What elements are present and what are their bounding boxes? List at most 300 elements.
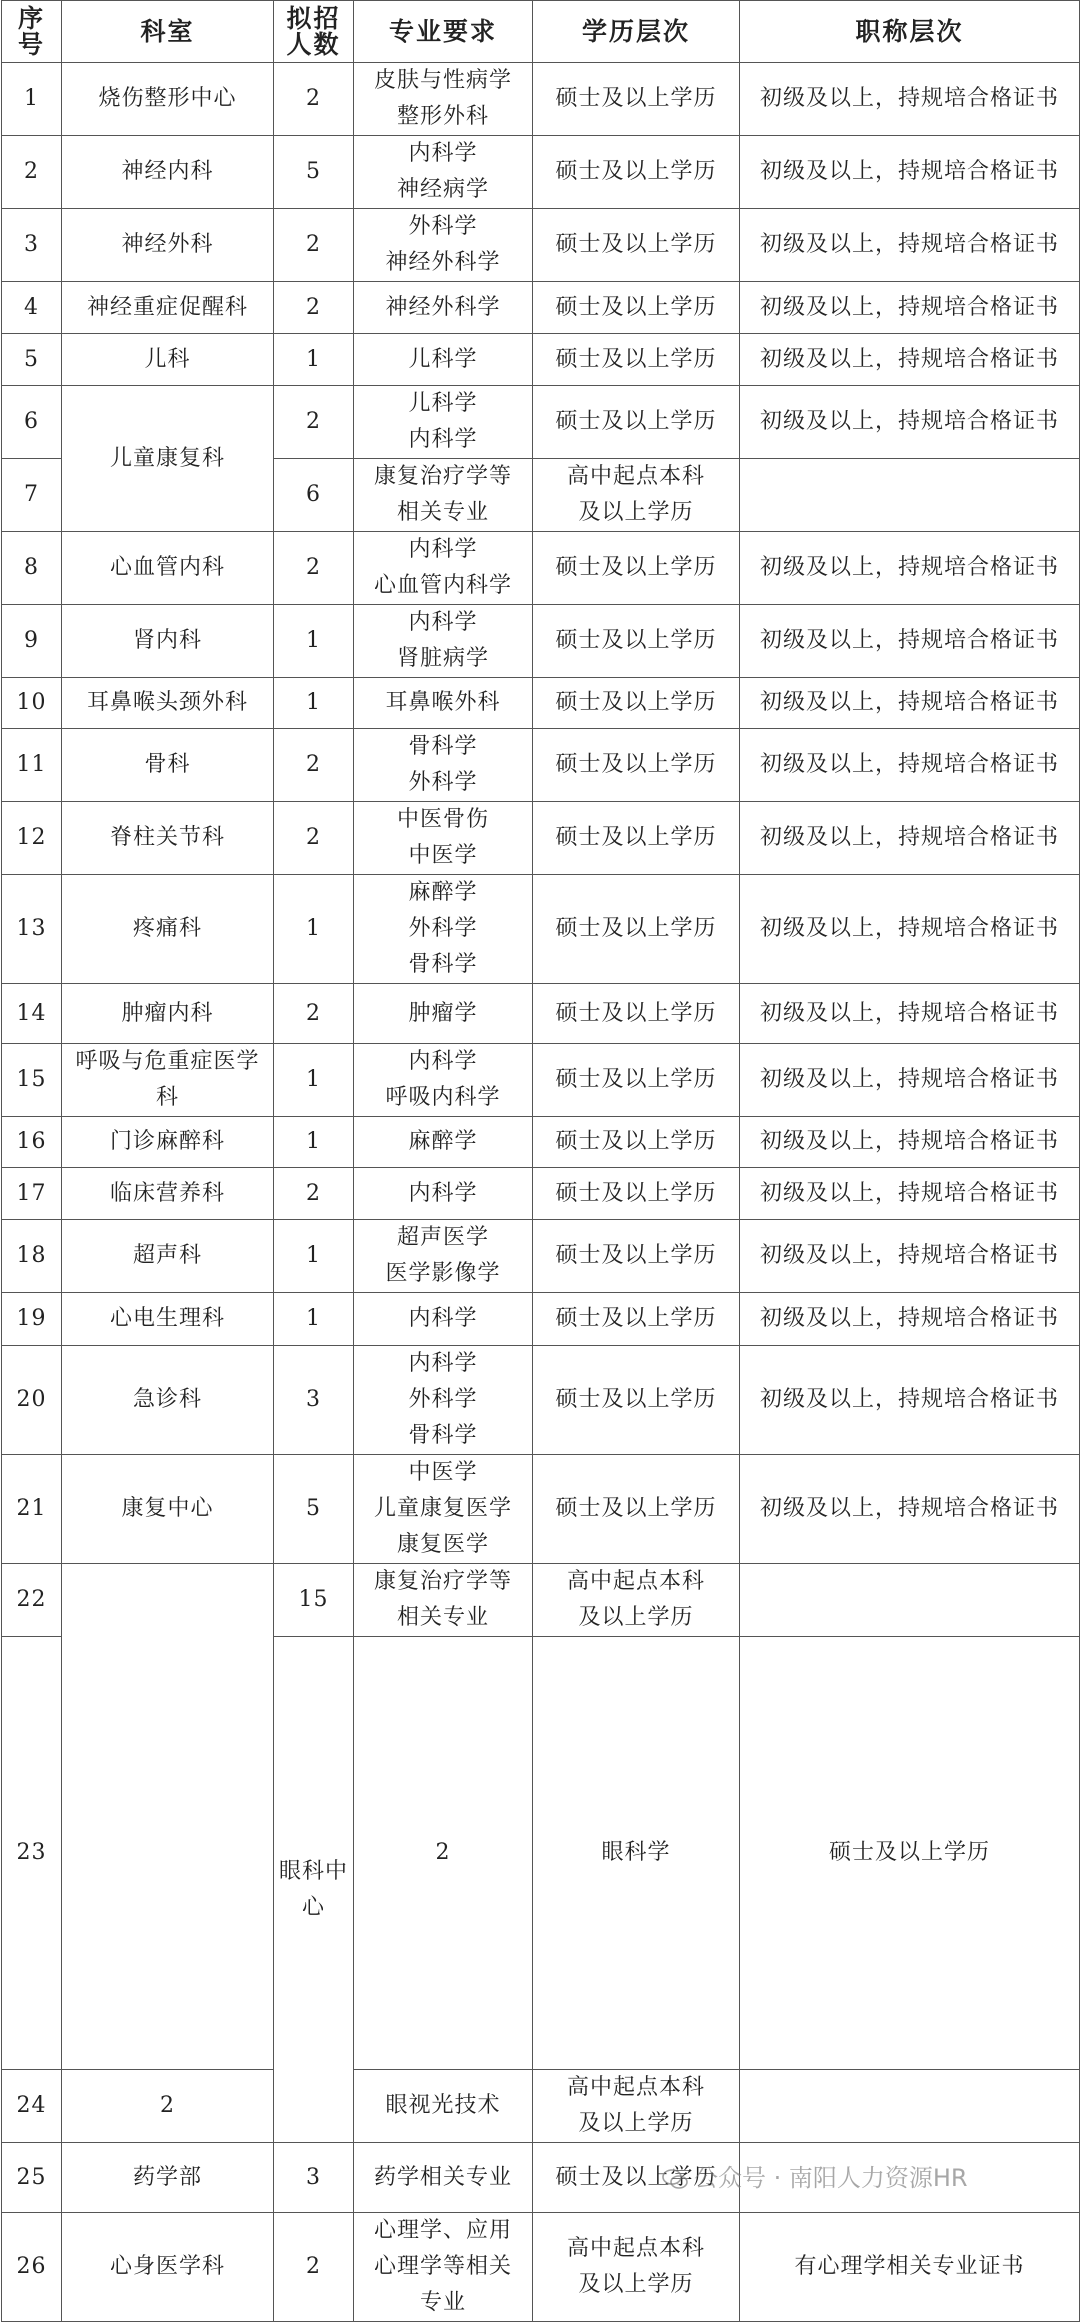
- cell-major: [354, 1044, 533, 1117]
- cell-edu-line: 硕士及以上学历: [555, 1387, 717, 1412]
- cell-no: [2, 2213, 62, 2322]
- cell-edu: [533, 63, 740, 136]
- cell-dept: [62, 386, 274, 532]
- cell-major-line: 皮肤与性病学: [373, 68, 512, 93]
- cell-no-line: 24: [16, 2093, 47, 2118]
- cell-title-line: 初级及以上，持规培合格证书: [759, 232, 1059, 257]
- cell-edu-line: 硕士及以上学历: [555, 628, 717, 653]
- cell-count: [274, 1220, 354, 1293]
- cell-no: [2, 678, 62, 729]
- cell-no-line: 6: [24, 409, 39, 434]
- cell-no-line: 15: [16, 1067, 47, 1092]
- cell-edu-line: 高中起点本科: [566, 464, 705, 489]
- cell-major-line: 心理学等相关: [373, 2254, 512, 2279]
- cell-edu-line: 硕士及以上学历: [555, 409, 717, 434]
- cell-major-line: 耳鼻喉外科: [385, 690, 501, 715]
- cell-major-line: 心理学、应用: [373, 2218, 512, 2243]
- table-row: [2, 63, 1080, 136]
- cell-count-line: 15: [298, 1587, 329, 1612]
- cell-edu-line: 硕士及以上学历: [555, 1129, 717, 1154]
- table-row: [2, 1564, 1080, 1637]
- cell-dept-line: 门诊麻醉科: [109, 1129, 225, 1154]
- cell-no-line: 16: [16, 1129, 47, 1154]
- cell-major-line: 中医学: [408, 843, 478, 868]
- cell-major: [354, 1220, 533, 1293]
- cell-title: [740, 802, 1080, 875]
- cell-major-line: 内科学: [408, 1180, 478, 1206]
- cell-no: [2, 532, 62, 605]
- cell-major: [354, 63, 533, 136]
- cell-title-line: 初级及以上，持规培合格证书: [759, 752, 1059, 777]
- table-row: [2, 1117, 1080, 1168]
- cell-major-line: 内科学: [408, 427, 478, 452]
- cell-count-line: 2: [306, 752, 321, 777]
- cell-edu: [533, 605, 740, 678]
- cell-count: [274, 1346, 354, 1455]
- cell-title-line: 初级及以上，持规培合格证书: [759, 294, 1059, 320]
- cell-no: [2, 1564, 62, 1637]
- cell-title: [740, 334, 1080, 386]
- cell-major-line: 中医学: [408, 1460, 478, 1485]
- cell-count-line: 2: [306, 1000, 321, 1026]
- cell-no: [2, 63, 62, 136]
- cell-major-line: 外科学: [408, 214, 478, 239]
- cell-dept-line: 肾内科: [132, 628, 202, 653]
- cell-major-line: 康复治疗学等: [373, 1569, 512, 1594]
- cell-dept: [62, 1044, 274, 1117]
- cell-edu: [533, 1044, 740, 1117]
- cell-count-line: 2: [306, 409, 321, 434]
- cell-dept-line: 耳鼻喉头颈外科: [86, 690, 248, 715]
- cell-title: [740, 984, 1080, 1044]
- cell-count: [274, 386, 354, 459]
- cell-no-line: 26: [16, 2254, 47, 2279]
- cell-edu: [533, 459, 740, 532]
- cell-edu: [533, 729, 740, 802]
- cell-title-line: 初级及以上，持规培合格证书: [759, 1000, 1059, 1026]
- cell-dept-line: 心身医学科: [109, 2254, 225, 2279]
- header-no: 序号: [2, 1, 62, 63]
- cell-title: [740, 386, 1080, 459]
- cell-edu: [533, 386, 740, 459]
- cell-major: [354, 136, 533, 209]
- cell-major-line: 肾脏病学: [396, 646, 489, 671]
- cell-major: [354, 282, 533, 334]
- cell-edu-line: 硕士及以上学历: [555, 916, 717, 941]
- table-row: [2, 1220, 1080, 1293]
- cell-major-line: 超声医学: [396, 1225, 489, 1250]
- cell-no-line: 10: [16, 690, 47, 715]
- cell-edu: [533, 1346, 740, 1455]
- cell-count-line: 5: [306, 159, 321, 184]
- cell-major: [354, 1455, 533, 1564]
- cell-major: [354, 1346, 533, 1455]
- cell-major-line: 呼吸内科学: [385, 1085, 501, 1110]
- cell-count-line: 1: [306, 1243, 321, 1268]
- cell-edu: [533, 136, 740, 209]
- cell-count-line: 1: [306, 346, 321, 372]
- cell-count-line: 2: [306, 1180, 321, 1206]
- cell-major: [354, 386, 533, 459]
- cell-no: [2, 1346, 62, 1455]
- cell-title-line: 有心理学相关专业证书: [794, 2254, 1025, 2279]
- cell-no: [2, 1293, 62, 1346]
- cell-major-line: 外科学: [408, 770, 478, 795]
- cell-edu: [740, 1637, 1080, 2070]
- cell-no-line: 18: [16, 1243, 47, 1268]
- cell-count-line: 6: [306, 482, 321, 507]
- cell-no: [2, 875, 62, 984]
- cell-major: [354, 802, 533, 875]
- table-row: [2, 605, 1080, 678]
- cell-dept-line: 康复中心: [121, 1496, 214, 1521]
- cell-title: [740, 1346, 1080, 1455]
- cell-title-line: 初级及以上，持规培合格证书: [759, 346, 1059, 372]
- table-row: [2, 532, 1080, 605]
- cell-dept: [62, 605, 274, 678]
- table-row: [2, 984, 1080, 1044]
- cell-major-line: 外科学: [408, 1387, 478, 1412]
- cell-count: [274, 875, 354, 984]
- cell-major-line: 神经外科学: [385, 294, 501, 320]
- cell-major: [354, 1293, 533, 1346]
- cell-no-line: 3: [24, 232, 39, 257]
- table-row: [2, 136, 1080, 209]
- cell-major-line: 医学影像学: [385, 1261, 501, 1286]
- cell-major-line: 眼视光技术: [385, 2093, 501, 2118]
- cell-no-line: 22: [16, 1587, 47, 1612]
- cell-title: [740, 605, 1080, 678]
- cell-dept-line: 烧伤整形中心: [98, 86, 237, 111]
- cell-edu-line: 硕士及以上学历: [555, 752, 717, 777]
- cell-no-line: 20: [16, 1387, 47, 1412]
- cell-dept: [62, 1293, 274, 1346]
- cell-count: [274, 334, 354, 386]
- cell-count-line: 2: [306, 232, 321, 257]
- cell-edu-line: 硕士及以上学历: [555, 690, 717, 715]
- cell-major-line: 儿童康复医学: [373, 1496, 512, 1521]
- cell-title-line: 初级及以上，持规培合格证书: [759, 86, 1059, 111]
- cell-count: [274, 1168, 354, 1220]
- cell-title-line: 初级及以上，持规培合格证书: [759, 555, 1059, 580]
- table-row: [2, 1346, 1080, 1455]
- cell-edu-line: 硕士及以上学历: [555, 159, 717, 184]
- cell-title-line: 初级及以上，持规培合格证书: [759, 159, 1059, 184]
- cell-no-line: 1: [24, 86, 39, 111]
- cell-count: [62, 2070, 274, 2143]
- cell-no: [2, 802, 62, 875]
- cell-title: [740, 1564, 1080, 1637]
- cell-major: [354, 209, 533, 282]
- cell-no: [2, 2143, 62, 2213]
- cell-title-line: 初级及以上，持规培合格证书: [759, 628, 1059, 653]
- table-row: [2, 875, 1080, 984]
- cell-major-line: 内科学: [408, 1351, 478, 1376]
- cell-major: [354, 2070, 533, 2143]
- cell-title: [740, 729, 1080, 802]
- cell-no: [2, 1455, 62, 1564]
- cell-major-line: 神经外科学: [385, 250, 501, 275]
- cell-no-line: 2: [24, 159, 39, 184]
- cell-title-line: 初级及以上，持规培合格证书: [759, 916, 1059, 941]
- watermark: [662, 2158, 968, 2193]
- table-row: [2, 386, 1080, 459]
- cell-no: [2, 984, 62, 1044]
- cell-title: [740, 282, 1080, 334]
- cell-count: [274, 1564, 354, 1637]
- cell-title: [740, 136, 1080, 209]
- cell-count-line: 1: [306, 1067, 321, 1092]
- cell-major: [354, 729, 533, 802]
- cell-count: [274, 63, 354, 136]
- cell-count: [274, 678, 354, 729]
- cell-count-line: 3: [306, 1387, 321, 1412]
- cell-major-line: 儿科学: [408, 391, 478, 416]
- cell-major-line: 肿瘤学: [408, 1000, 478, 1026]
- cell-edu-line: 硕士及以上学历: [555, 86, 717, 111]
- cell-major-line: 内科学: [408, 141, 478, 166]
- cell-count: [274, 605, 354, 678]
- cell-no: [2, 1117, 62, 1168]
- table-row: [2, 802, 1080, 875]
- table-row: [2, 334, 1080, 386]
- cell-major: [354, 1168, 533, 1220]
- cell-title: [740, 1117, 1080, 1168]
- cell-title: [740, 1168, 1080, 1220]
- cell-major-line: 康复医学: [396, 1532, 489, 1557]
- cell-title: [740, 459, 1080, 532]
- header-major: 专业要求: [354, 1, 533, 63]
- cell-edu-line: 高中起点本科: [566, 1569, 705, 1594]
- cell-count: [274, 729, 354, 802]
- cell-edu-line: 高中起点本科: [566, 2075, 705, 2100]
- cell-edu-line: 硕士及以上学历: [555, 1496, 717, 1521]
- cell-major-line: 内科学: [408, 537, 478, 562]
- cell-edu-line: 硕士及以上学历: [828, 1840, 990, 1865]
- cell-no: [2, 334, 62, 386]
- cell-dept: [62, 678, 274, 729]
- cell-dept: [62, 984, 274, 1044]
- cell-count: [274, 1293, 354, 1346]
- cell-no: [2, 1637, 62, 2070]
- cell-dept: [62, 875, 274, 984]
- cell-title: [740, 1293, 1080, 1346]
- cell-count: [274, 802, 354, 875]
- cell-edu-line: 硕士及以上学历: [555, 294, 717, 320]
- cell-dept: [62, 802, 274, 875]
- cell-major: [354, 459, 533, 532]
- cell-dept-line: 疼痛科: [132, 916, 202, 941]
- cell-no: [2, 605, 62, 678]
- cell-count-line: 1: [306, 1129, 321, 1154]
- cell-major: [354, 984, 533, 1044]
- cell-count: [274, 282, 354, 334]
- cell-title-line: 初级及以上，持规培合格证书: [759, 1306, 1059, 1331]
- table-row: [2, 1168, 1080, 1220]
- cell-title: [740, 63, 1080, 136]
- cell-major: [354, 1117, 533, 1168]
- cell-count-line: 5: [306, 1496, 321, 1521]
- cell-major-line: 康复治疗学等: [373, 464, 512, 489]
- cell-edu: [533, 1293, 740, 1346]
- header-title: 职称层次: [740, 1, 1080, 63]
- cell-no-line: 5: [24, 346, 39, 372]
- cell-dept: [62, 2213, 274, 2322]
- cell-no: [2, 459, 62, 532]
- cell-major-line: 神经病学: [396, 177, 489, 202]
- cell-count-line: 1: [306, 1306, 321, 1331]
- cell-dept: [274, 1637, 354, 2143]
- cell-no-line: 13: [16, 916, 47, 941]
- cell-dept: [62, 209, 274, 282]
- cell-count: [274, 459, 354, 532]
- cell-count: [274, 209, 354, 282]
- table-row: [2, 209, 1080, 282]
- cell-dept: [62, 1117, 274, 1168]
- cell-edu-line: 高中起点本科: [566, 2236, 705, 2261]
- cell-count-line: 2: [306, 86, 321, 111]
- table-row: [2, 1293, 1080, 1346]
- cell-dept-line: 心电生理科: [109, 1306, 225, 1331]
- cell-no: [2, 2070, 62, 2143]
- cell-dept-line: 呼吸与危重症医学科: [75, 1049, 260, 1110]
- cell-count: [274, 1455, 354, 1564]
- cell-edu: [533, 1455, 740, 1564]
- cell-edu: [533, 2213, 740, 2322]
- table-header-row: [2, 1, 1080, 63]
- cell-title-line: 初级及以上，持规培合格证书: [759, 409, 1059, 434]
- cell-title: [740, 1220, 1080, 1293]
- cell-title-line: 初级及以上，持规培合格证书: [759, 1387, 1059, 1412]
- cell-major-line: 中医骨伤: [396, 807, 489, 832]
- cell-edu: [533, 1564, 740, 1637]
- cell-dept: [62, 1564, 274, 2070]
- cell-count-line: 3: [306, 2164, 321, 2190]
- cell-no-line: 7: [24, 482, 39, 507]
- cell-major-line: 内科学: [408, 1306, 478, 1331]
- cell-no-line: 23: [16, 1840, 47, 1865]
- cell-major: [354, 875, 533, 984]
- cell-edu: [533, 802, 740, 875]
- cell-edu: [533, 209, 740, 282]
- cell-no: [2, 1044, 62, 1117]
- cell-major-line: 骨科学: [408, 734, 478, 759]
- cell-count-line: 2: [160, 2093, 175, 2118]
- cell-title: [740, 532, 1080, 605]
- cell-no-line: 12: [16, 825, 47, 850]
- table-row: [2, 2070, 1080, 2143]
- cell-edu: [533, 282, 740, 334]
- cell-no-line: 21: [16, 1496, 47, 1521]
- cell-no: [2, 136, 62, 209]
- cell-title: [740, 209, 1080, 282]
- cell-dept: [62, 2143, 274, 2213]
- cell-edu: [533, 1220, 740, 1293]
- cell-major: [354, 1564, 533, 1637]
- cell-edu-line: 硕士及以上学历: [555, 1306, 717, 1331]
- cell-dept-line: 心血管内科: [109, 555, 225, 580]
- cell-major-line: 骨科学: [408, 1423, 478, 1448]
- cell-major-line: 麻醉学: [408, 880, 478, 905]
- cell-count-line: 2: [306, 825, 321, 850]
- cell-major-line: 药学相关专业: [373, 2164, 512, 2190]
- cell-major-line: 心血管内科学: [373, 573, 512, 598]
- cell-dept: [62, 1168, 274, 1220]
- cell-edu-line: 硕士及以上学历: [555, 2164, 717, 2190]
- cell-edu-line: 硕士及以上学历: [555, 555, 717, 580]
- cell-dept: [62, 63, 274, 136]
- cell-edu-line: 及以上学历: [578, 2111, 694, 2136]
- cell-edu: [533, 1168, 740, 1220]
- cell-count-line: 2: [306, 294, 321, 320]
- cell-no: [2, 209, 62, 282]
- cell-dept-line: 骨科: [144, 752, 191, 777]
- cell-dept-line: 药学部: [132, 2164, 202, 2190]
- cell-title: [740, 875, 1080, 984]
- cell-edu: [533, 2070, 740, 2143]
- cell-major: [354, 2213, 533, 2322]
- cell-dept-line: 脊柱关节科: [109, 825, 225, 850]
- cell-major: [354, 334, 533, 386]
- cell-dept: [62, 334, 274, 386]
- cell-edu-line: 及以上学历: [578, 1605, 694, 1630]
- cell-no-line: 11: [16, 752, 47, 777]
- cell-no: [2, 1220, 62, 1293]
- cell-edu-line: 硕士及以上学历: [555, 1243, 717, 1268]
- cell-count: [274, 2213, 354, 2322]
- cell-edu: [533, 875, 740, 984]
- cell-dept: [62, 1346, 274, 1455]
- cell-title-line: 初级及以上，持规培合格证书: [759, 825, 1059, 850]
- cell-dept: [62, 532, 274, 605]
- cell-edu: [533, 1117, 740, 1168]
- cell-title-line: 初级及以上，持规培合格证书: [759, 1067, 1059, 1092]
- cell-dept-line: 儿科: [144, 346, 191, 372]
- cell-dept: [62, 729, 274, 802]
- cell-title-line: 初级及以上，持规培合格证书: [759, 690, 1059, 715]
- cell-dept-line: 超声科: [132, 1243, 202, 1268]
- cell-dept-line: 急诊科: [132, 1387, 202, 1412]
- cell-title: [740, 2213, 1080, 2322]
- cell-count-line: 2: [306, 555, 321, 580]
- header-count: 拟招人数: [274, 1, 354, 63]
- table-row: [2, 1455, 1080, 1564]
- watermark-text: 公众号 · 南阳人力资源HR: [694, 2164, 968, 2192]
- cell-title-line: 初级及以上，持规培合格证书: [759, 1180, 1059, 1206]
- table-row: [2, 2213, 1080, 2322]
- cell-count: [274, 136, 354, 209]
- table-row: [2, 1044, 1080, 1117]
- cell-dept: [62, 282, 274, 334]
- cell-count-line: 1: [306, 628, 321, 653]
- header-edu: 学历层次: [533, 1, 740, 63]
- cell-dept-line: 临床营养科: [109, 1180, 225, 1206]
- cell-major: [354, 2143, 533, 2213]
- cell-major-line: 整形外科: [396, 104, 489, 129]
- cell-dept: [62, 136, 274, 209]
- cell-major-line: 眼科学: [601, 1840, 671, 1865]
- cell-edu-line: 及以上学历: [578, 500, 694, 525]
- table-row: [2, 282, 1080, 334]
- cell-title-line: 初级及以上，持规培合格证书: [759, 1243, 1059, 1268]
- cell-no-line: 4: [24, 294, 39, 320]
- cell-no: [2, 729, 62, 802]
- cell-dept: [62, 1220, 274, 1293]
- cell-edu-line: 硕士及以上学历: [555, 1180, 717, 1206]
- cell-no-line: 19: [16, 1306, 47, 1331]
- cell-major: [533, 1637, 740, 2070]
- cell-no-line: 8: [24, 555, 39, 580]
